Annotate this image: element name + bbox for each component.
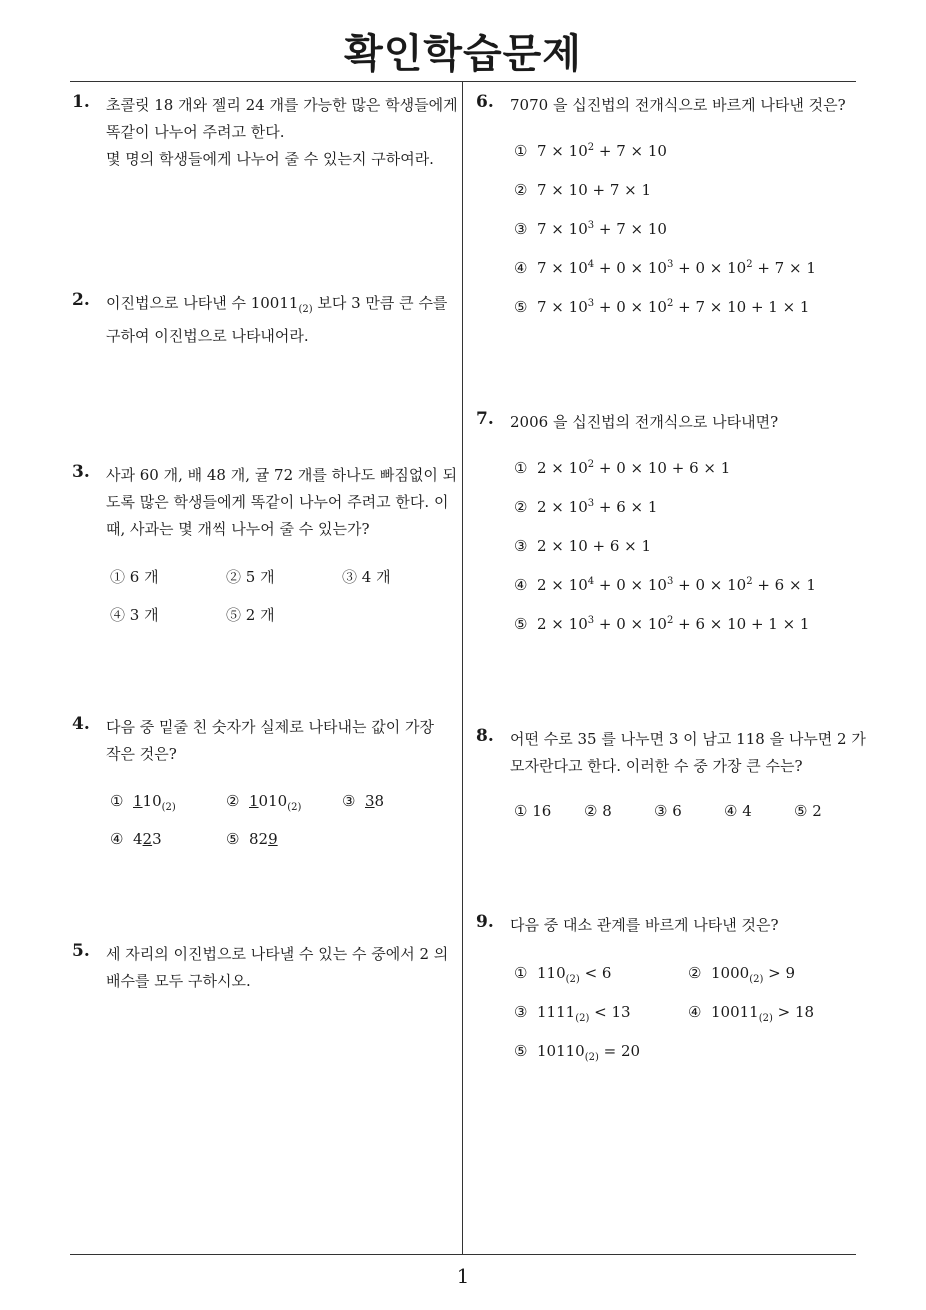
question-text <box>510 92 846 119</box>
question-text <box>106 462 457 543</box>
text-line: 다음 중 밑줄 친 숫자가 실제로 나타내는 값이 가장 <box>106 718 434 736</box>
question-text <box>106 714 434 768</box>
answer-option[interactable]: ④ $7 \times 10^4 + 0 \times 10^3 + 0 \times 10^2 + 7 \times 1$ <box>514 259 816 277</box>
answer-option[interactable]: ① 6 개 <box>110 568 159 586</box>
footer-rule <box>70 1254 856 1255</box>
question-text <box>106 941 448 995</box>
question-5 <box>72 941 462 1001</box>
text-line: 모자란다고 한다. 이러한 수 중 가장 큰 수는? <box>510 757 803 775</box>
text-line: 구하여 이진법으로 나타내어라. <box>106 327 309 345</box>
question-text <box>106 290 447 350</box>
text-line: 때, 사과는 몇 개씩 나누어 줄 수 있는가? <box>106 520 370 538</box>
answer-option[interactable]: ② 8 <box>584 802 612 820</box>
question-text <box>106 92 458 173</box>
answer-option[interactable]: ① $110_{(2)} < 6$ <box>514 964 612 985</box>
answer-option[interactable]: ② 5 개 <box>226 568 275 586</box>
question-number: 2. <box>72 290 90 310</box>
question-number: 6. <box>476 92 494 112</box>
answer-option[interactable]: ② $1000_{(2)} > 9$ <box>688 964 796 985</box>
page-title: 확인학습문제 <box>344 31 582 77</box>
answer-option[interactable]: ③ 6 <box>654 802 682 820</box>
question-8 <box>476 726 866 836</box>
question-9 <box>476 912 856 1072</box>
answer-option[interactable]: ④ 3 개 <box>110 606 159 624</box>
answer-option[interactable]: ③ $1111_{(2)} < 13$ <box>514 1003 631 1024</box>
question-text <box>510 726 866 780</box>
question-2 <box>72 290 462 350</box>
text-line: 다음 중 대소 관계를 바르게 나타낸 것은? <box>510 916 779 934</box>
header-rule <box>70 81 856 82</box>
text-line: 세 자리의 이진법으로 나타낼 수 있는 수 중에서 2 의 <box>106 945 449 963</box>
answer-option[interactable]: ④ 4 <box>724 802 752 820</box>
answer-option[interactable]: ③ 2 × 10 + 6 × 1 <box>514 537 652 555</box>
text-line: 작은 것은? <box>106 745 177 763</box>
text-line: 7070 을 십진법의 전개식으로 바르게 나타낸 것은? <box>510 96 846 114</box>
answer-option[interactable]: ⑤ 2 개 <box>226 606 275 624</box>
answer-option[interactable]: ① $7 \times 10^2 + 7 \times 10$ <box>514 142 667 160</box>
text-line: 어떤 수로 35 를 나누면 3 이 남고 118 을 나누면 2 가 <box>510 730 866 748</box>
question-number: 9. <box>476 912 494 932</box>
question-number: 3. <box>72 462 90 482</box>
answer-option[interactable]: ④ 423 <box>110 830 162 848</box>
answer-option[interactable]: ④ $10011_{(2)} > 18$ <box>688 1003 815 1024</box>
answer-option[interactable]: ③ 4 개 <box>342 568 391 586</box>
answer-option[interactable]: ① $110_{(2)}$ <box>110 792 176 813</box>
answer-option[interactable]: ① $2 \times 10^2 + 0 \times 10 + 6 \times 1$ <box>514 459 731 477</box>
question-text <box>510 912 779 939</box>
answer-option[interactable]: ⑤ 2 <box>794 802 822 820</box>
question-7 <box>476 409 856 639</box>
question-6 <box>476 92 856 322</box>
answer-option[interactable]: ③ 38 <box>342 792 385 810</box>
column-divider <box>462 82 463 1254</box>
answer-option[interactable]: ① 16 <box>514 802 552 820</box>
question-4 <box>72 714 462 854</box>
answer-option[interactable]: ⑤ $2 \times 10^3 + 0 \times 10^2 + 6 \times 10 + 1 \times 1$ <box>514 615 810 633</box>
answer-option[interactable]: ⑤ $10110_{(2)} = 20$ <box>514 1042 641 1063</box>
question-number: 8. <box>476 726 494 746</box>
text-line: 몇 명의 학생들에게 나누어 줄 수 있는지 구하여라. <box>106 150 434 168</box>
text-line: 이진법으로 나타낸 수 $10011_{(2)}$ 보다 3 만큼 큰 수를 <box>106 294 448 315</box>
text-line: 초콜릿 18 개와 젤리 24 개를 가능한 많은 학생들에게 <box>106 96 458 114</box>
answer-option[interactable]: ② $2 \times 10^3 + 6 \times 1$ <box>514 498 658 516</box>
answer-option[interactable]: ② $1010_{(2)}$ <box>226 792 302 813</box>
answer-option[interactable]: ② 7 × 10 + 7 × 1 <box>514 181 652 199</box>
answer-option[interactable]: ④ $2 \times 10^4 + 0 \times 10^3 + 0 \times 10^2 + 6 \times 1$ <box>514 576 816 594</box>
text-line: 배수를 모두 구하시오. <box>106 972 251 990</box>
text-line: 2006 을 십진법의 전개식으로 나타내면? <box>510 413 779 431</box>
text-line: 도록 많은 학생들에게 똑같이 나누어 주려고 한다. 이 <box>106 493 449 511</box>
question-1 <box>72 92 462 182</box>
text-line: 사과 60 개, 배 48 개, 귤 72 개를 하나도 빠짐없이 되 <box>106 466 458 484</box>
question-number: 4. <box>72 714 90 734</box>
answer-option[interactable]: ⑤ $7 \times 10^3 + 0 \times 10^2 + 7 \times 10 + 1 \times 1$ <box>514 298 810 316</box>
page-number: 1 <box>456 1264 470 1288</box>
answer-option[interactable]: ③ $7 \times 10^3 + 7 \times 10$ <box>514 220 667 238</box>
question-text <box>510 409 778 436</box>
answer-option[interactable]: ⑤ 829 <box>226 830 278 848</box>
question-number: 1. <box>72 92 90 112</box>
question-3 <box>72 462 462 632</box>
question-number: 7. <box>476 409 494 429</box>
text-line: 똑같이 나누어 주려고 한다. <box>106 123 285 141</box>
question-number: 5. <box>72 941 90 961</box>
